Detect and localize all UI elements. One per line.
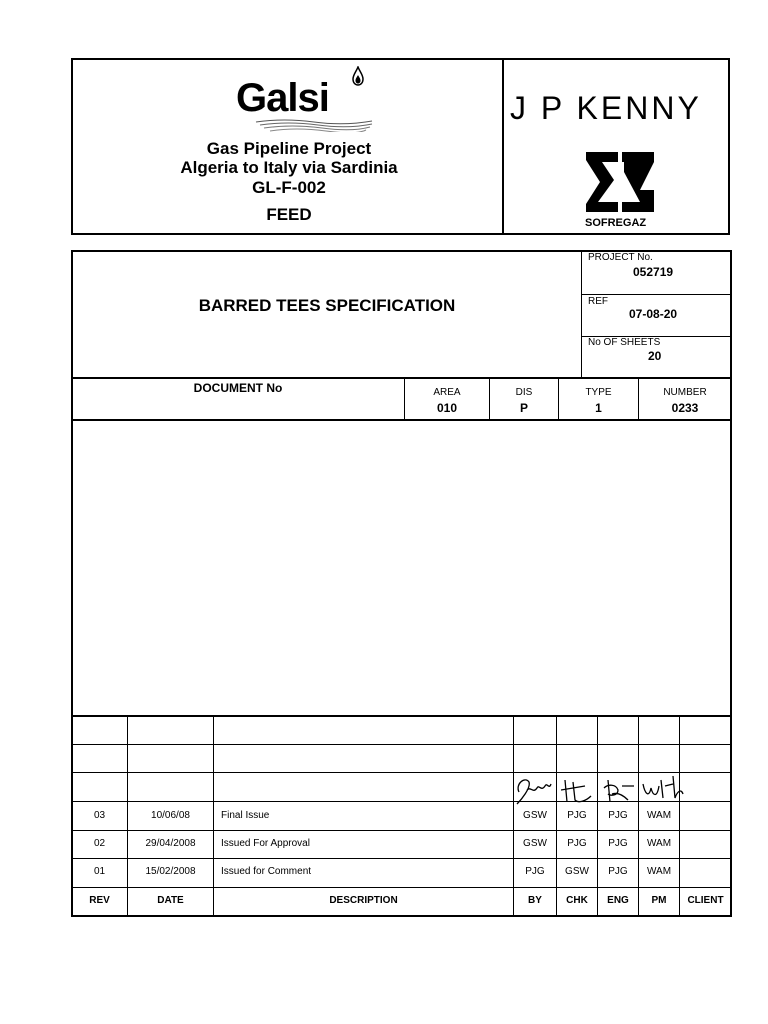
document-no-label: DOCUMENT No — [193, 381, 283, 395]
rev-02-chk: PJG — [567, 838, 587, 849]
rev-03-chk: PJG — [567, 810, 587, 821]
rev-header-eng: ENG — [607, 895, 629, 906]
galsi-logo — [232, 62, 372, 134]
rev-01-date: 15/02/2008 — [145, 866, 196, 877]
ref-value: 07-08-20 — [629, 307, 678, 321]
signature-by — [513, 770, 553, 806]
rev-02-desc: Issued For Approval — [221, 838, 310, 849]
dis-label: DIS — [515, 387, 533, 398]
type-label: TYPE — [585, 387, 612, 398]
rev-01-desc: Issued for Comment — [221, 866, 312, 877]
document-title: BARRED TEES SPECIFICATION — [198, 296, 456, 315]
rev-01-pm: WAM — [646, 866, 672, 877]
rev-table-top — [71, 715, 732, 717]
number-label: NUMBER — [663, 387, 707, 398]
project-title-line-2: Algeria to Italy via Sardinia — [180, 158, 398, 177]
rev-header-pm: PM — [651, 895, 667, 906]
sofregaz-label: SOFREGAZ — [585, 217, 647, 229]
rev-01-chk: GSW — [565, 866, 589, 877]
signature-pm — [639, 770, 685, 804]
rev-01-rev: 01 — [93, 866, 106, 877]
rev-header-chk: CHK — [566, 895, 588, 906]
rev-03-desc: Final Issue — [221, 810, 270, 821]
rev-02-by: GSW — [523, 838, 547, 849]
rev-03-pm: WAM — [646, 810, 672, 821]
signature-eng — [598, 776, 638, 806]
rev-03-date: 10/06/08 — [151, 810, 190, 821]
area-value: 010 — [436, 401, 458, 415]
project-no-value: 052719 — [633, 265, 674, 279]
rev-01-by: PJG — [525, 866, 545, 877]
rev-row-line-4 — [71, 830, 732, 831]
waves-icon — [254, 118, 374, 132]
rev-header-client: CLIENT — [687, 895, 724, 906]
flame-icon — [352, 66, 364, 86]
rev-03-rev: 03 — [93, 810, 106, 821]
info-column-divider — [581, 250, 582, 378]
rev-02-eng: PJG — [608, 838, 628, 849]
rev-header-by: BY — [528, 895, 542, 906]
project-no-label: PROJECT No. — [588, 252, 653, 263]
rev-02-rev: 02 — [93, 838, 106, 849]
rev-row-line-2 — [71, 772, 732, 773]
rev-col-line-7 — [679, 715, 680, 916]
sheets-label: No OF SHEETS — [588, 337, 661, 348]
ref-label: REF — [588, 296, 608, 307]
rev-01-eng: PJG — [608, 866, 628, 877]
company-name: J P KENNY — [510, 90, 702, 126]
project-code: GL-F-002 — [252, 178, 326, 197]
sheets-value: 20 — [648, 349, 662, 363]
dis-value: P — [519, 401, 528, 415]
rev-row-line-1 — [71, 744, 732, 745]
docno-top-line — [71, 377, 732, 379]
rev-header-date: DATE — [157, 895, 184, 906]
number-value: 0233 — [671, 401, 699, 415]
docno-bottom-line — [71, 419, 732, 421]
galsi-logo-text: Galsi — [236, 76, 329, 120]
rev-02-pm: WAM — [646, 838, 672, 849]
signature-chk — [557, 776, 597, 806]
rev-col-line-2 — [213, 715, 214, 916]
rev-row-line-5 — [71, 858, 732, 859]
type-value: 1 — [595, 401, 602, 415]
rev-03-by: GSW — [523, 810, 547, 821]
info-divider-1 — [581, 294, 731, 295]
rev-02-date: 29/04/2008 — [145, 838, 196, 849]
header-divider — [502, 58, 504, 235]
rev-row-line-6 — [71, 887, 732, 888]
phase-label: FEED — [266, 205, 312, 224]
rev-header-rev: REV — [89, 895, 110, 906]
area-label: AREA — [433, 387, 461, 398]
project-title-line-1: Gas Pipeline Project — [206, 139, 372, 158]
sofregaz-logo-icon — [584, 150, 656, 214]
rev-03-eng: PJG — [608, 810, 628, 821]
rev-header-description: DESCRIPTION — [329, 895, 398, 906]
